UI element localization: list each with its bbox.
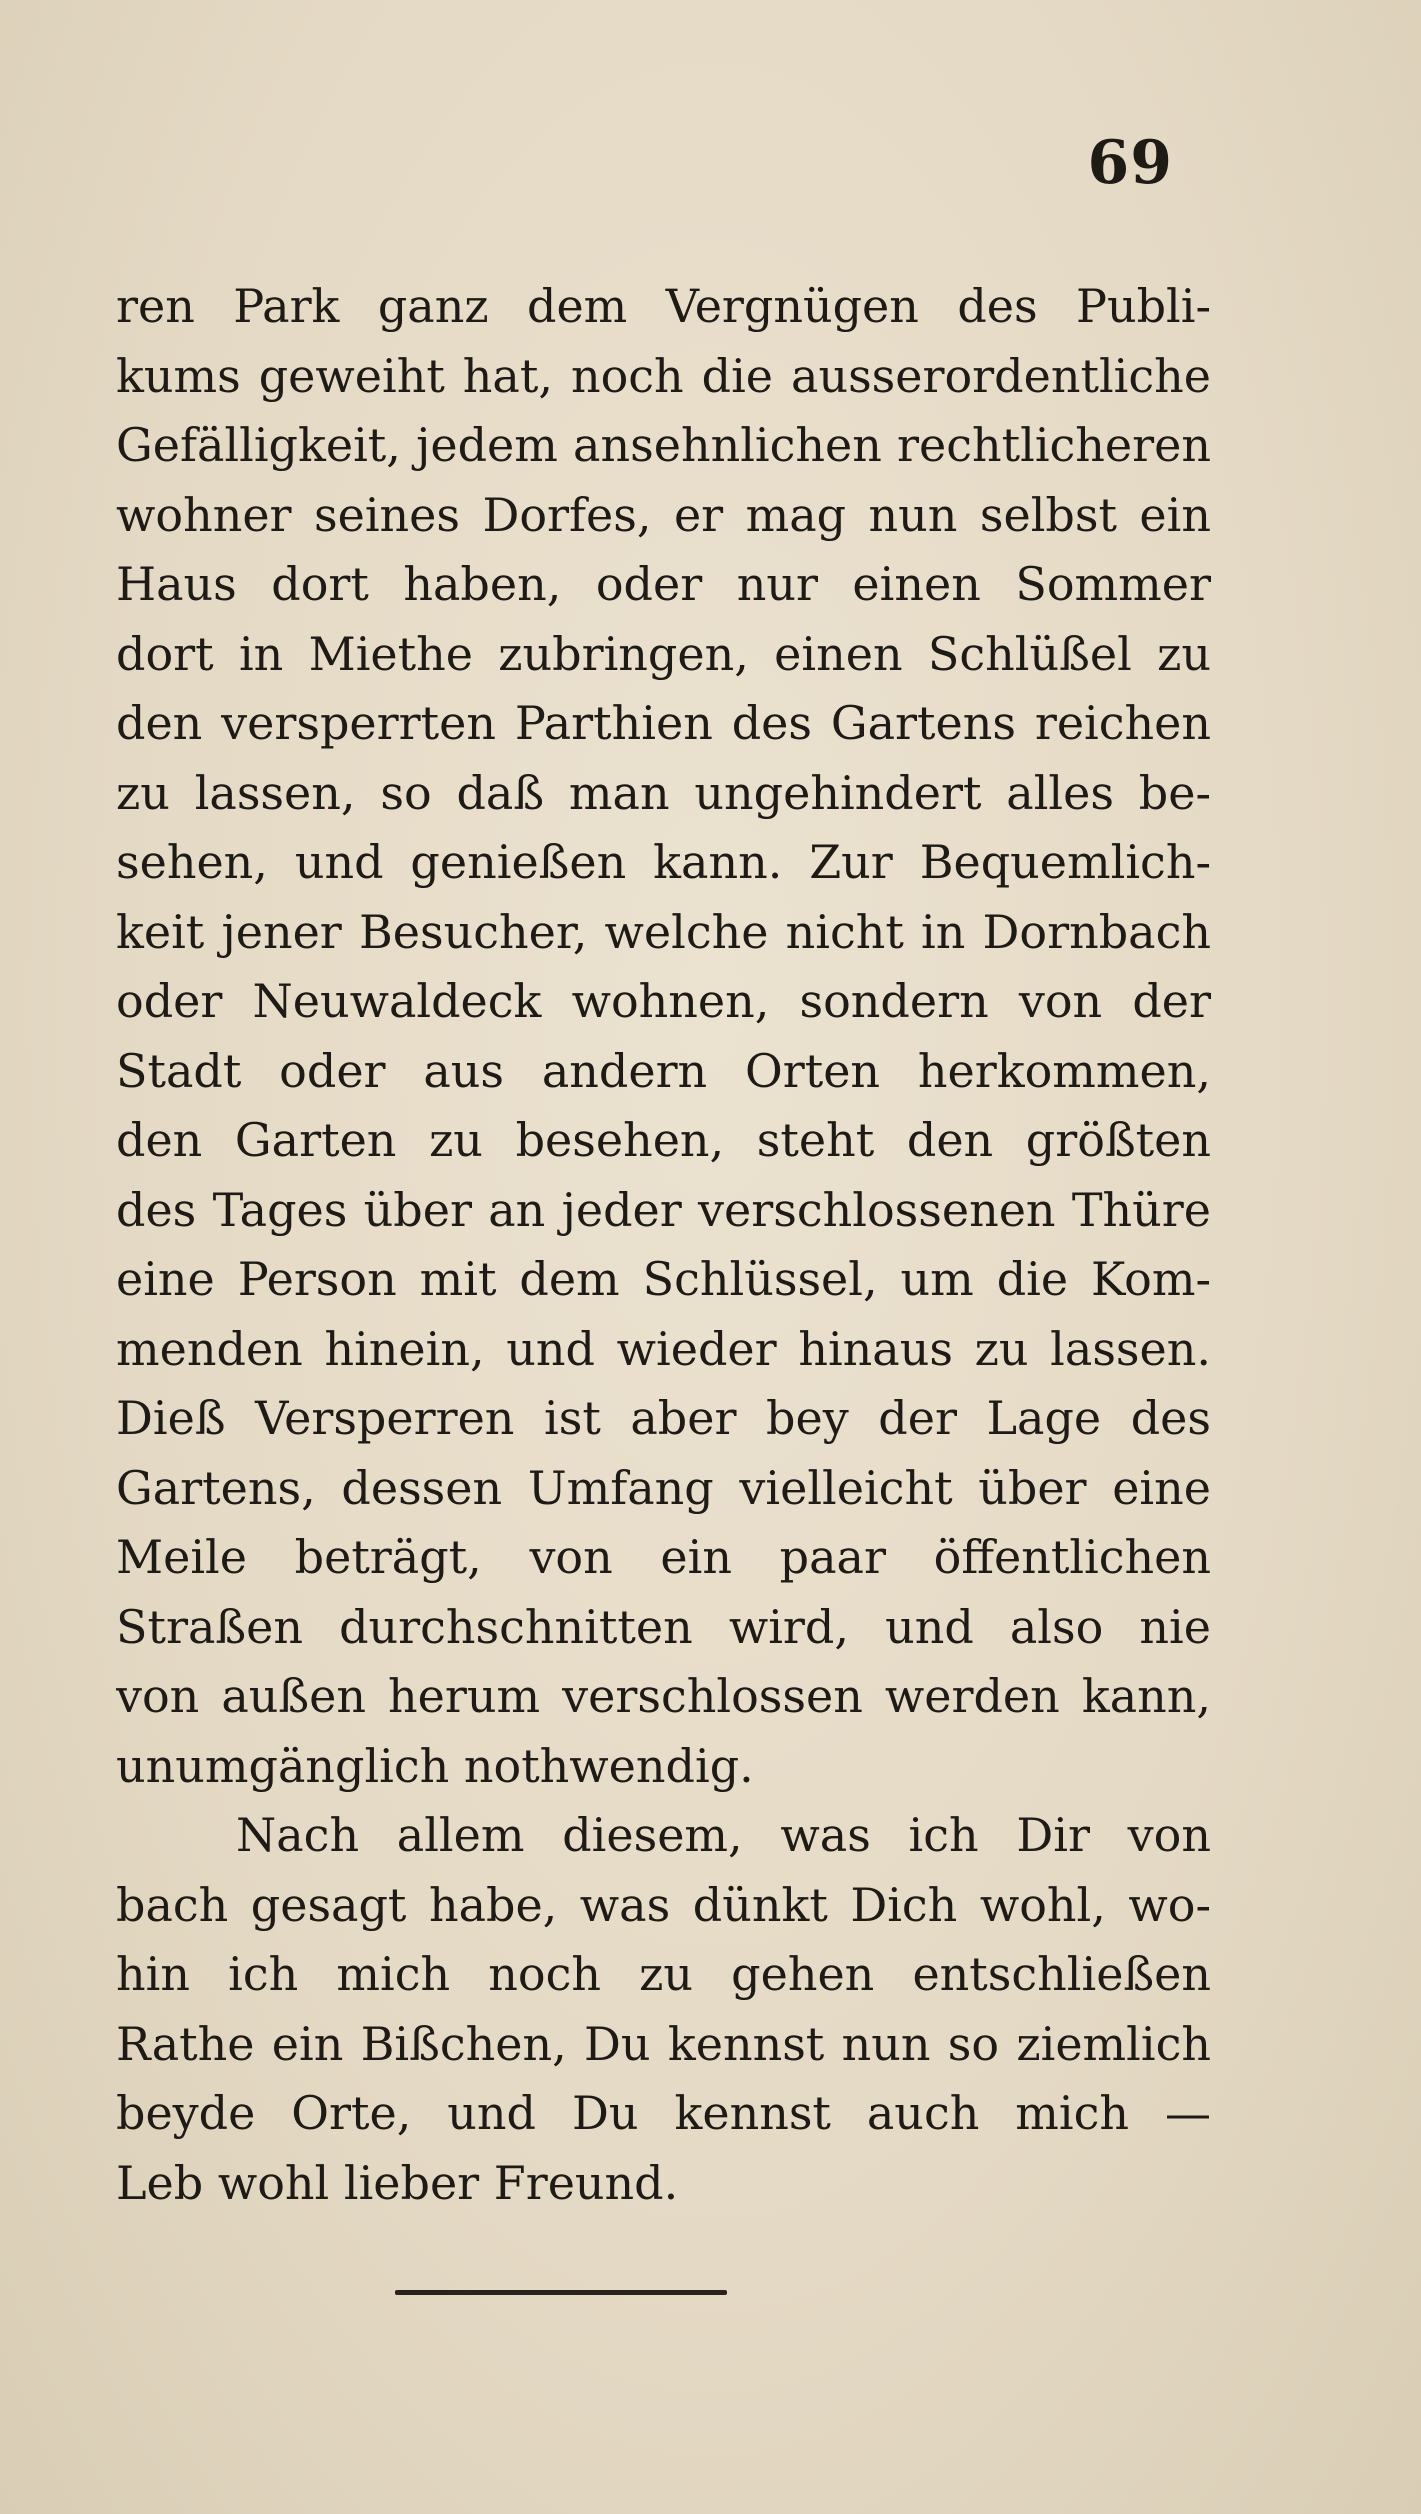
text-line: wohner seines Dorfes, er mag nun selbst ein: [116, 487, 1211, 542]
text-line: Nach allem diesem, was ich Dir von: [236, 1808, 1211, 1862]
text-line: Leb wohl lieber Freund.: [116, 2155, 679, 2210]
text-line: beyde Orte, und Du kennst auch mich —: [116, 2086, 1211, 2140]
text-line: menden hinein, und wieder hinaus zu lassen.: [116, 1321, 1211, 1376]
text-line: ren Park ganz dem Vergnügen des Publi-: [116, 279, 1211, 333]
text-line: Dieß Versperren ist aber bey der Lage des: [116, 1391, 1211, 1445]
text-line: den versperrten Parthien des Gartens reichen: [116, 696, 1211, 750]
text-line: von außen herum verschlossen werden kann,: [116, 1669, 1211, 1723]
text-line: dort in Miethe zubringen, einen Schlüßel zu: [116, 626, 1211, 681]
text-line: Gefälligkeit, jedem ansehnlichen rechtlicheren: [116, 418, 1211, 472]
text-line: Haus dort haben, oder nur einen Sommer: [116, 557, 1211, 611]
text-line: keit jener Besucher, welche nicht in Dornbach: [116, 904, 1211, 959]
text-line: sehen, und genießen kann. Zur Bequemlich-: [116, 835, 1211, 889]
text-line: Straßen durchschnitten wird, und also nie: [116, 1599, 1211, 1654]
text-line: hin ich mich noch zu gehen entschließen: [116, 1947, 1211, 2001]
text-line: des Tages über an jeder verschlossenen Thüre: [116, 1182, 1211, 1237]
text-line: eine Person mit dem Schlüssel, um die Kom-: [116, 1252, 1211, 1306]
text-line: oder Neuwaldeck wohnen, sondern von der: [116, 974, 1211, 1028]
text-line: bach gesagt habe, was dünkt Dich wohl, wo-: [116, 1877, 1211, 1932]
text-line: zu lassen, so daß man ungehindert alles be-: [116, 765, 1211, 820]
text-line: kums geweiht hat, noch die ausserordentliche: [116, 348, 1211, 403]
text-line: Gartens, dessen Umfang vielleicht über eine: [116, 1460, 1211, 1515]
text-line: Meile beträgt, von ein paar öffentlichen: [116, 1530, 1211, 1584]
body-text: [116, 272, 1211, 2218]
text-line: Rathe ein Bißchen, Du kennst nun so ziemlich: [116, 2016, 1211, 2071]
text-line: unumgänglich nothwendig.: [116, 1738, 754, 1793]
text-line: Stadt oder aus andern Orten herkommen,: [116, 1043, 1211, 1098]
page-number: 69: [1087, 128, 1173, 198]
text-line: den Garten zu besehen, steht den größten: [116, 1113, 1211, 1167]
closing-rule: [395, 2290, 727, 2295]
